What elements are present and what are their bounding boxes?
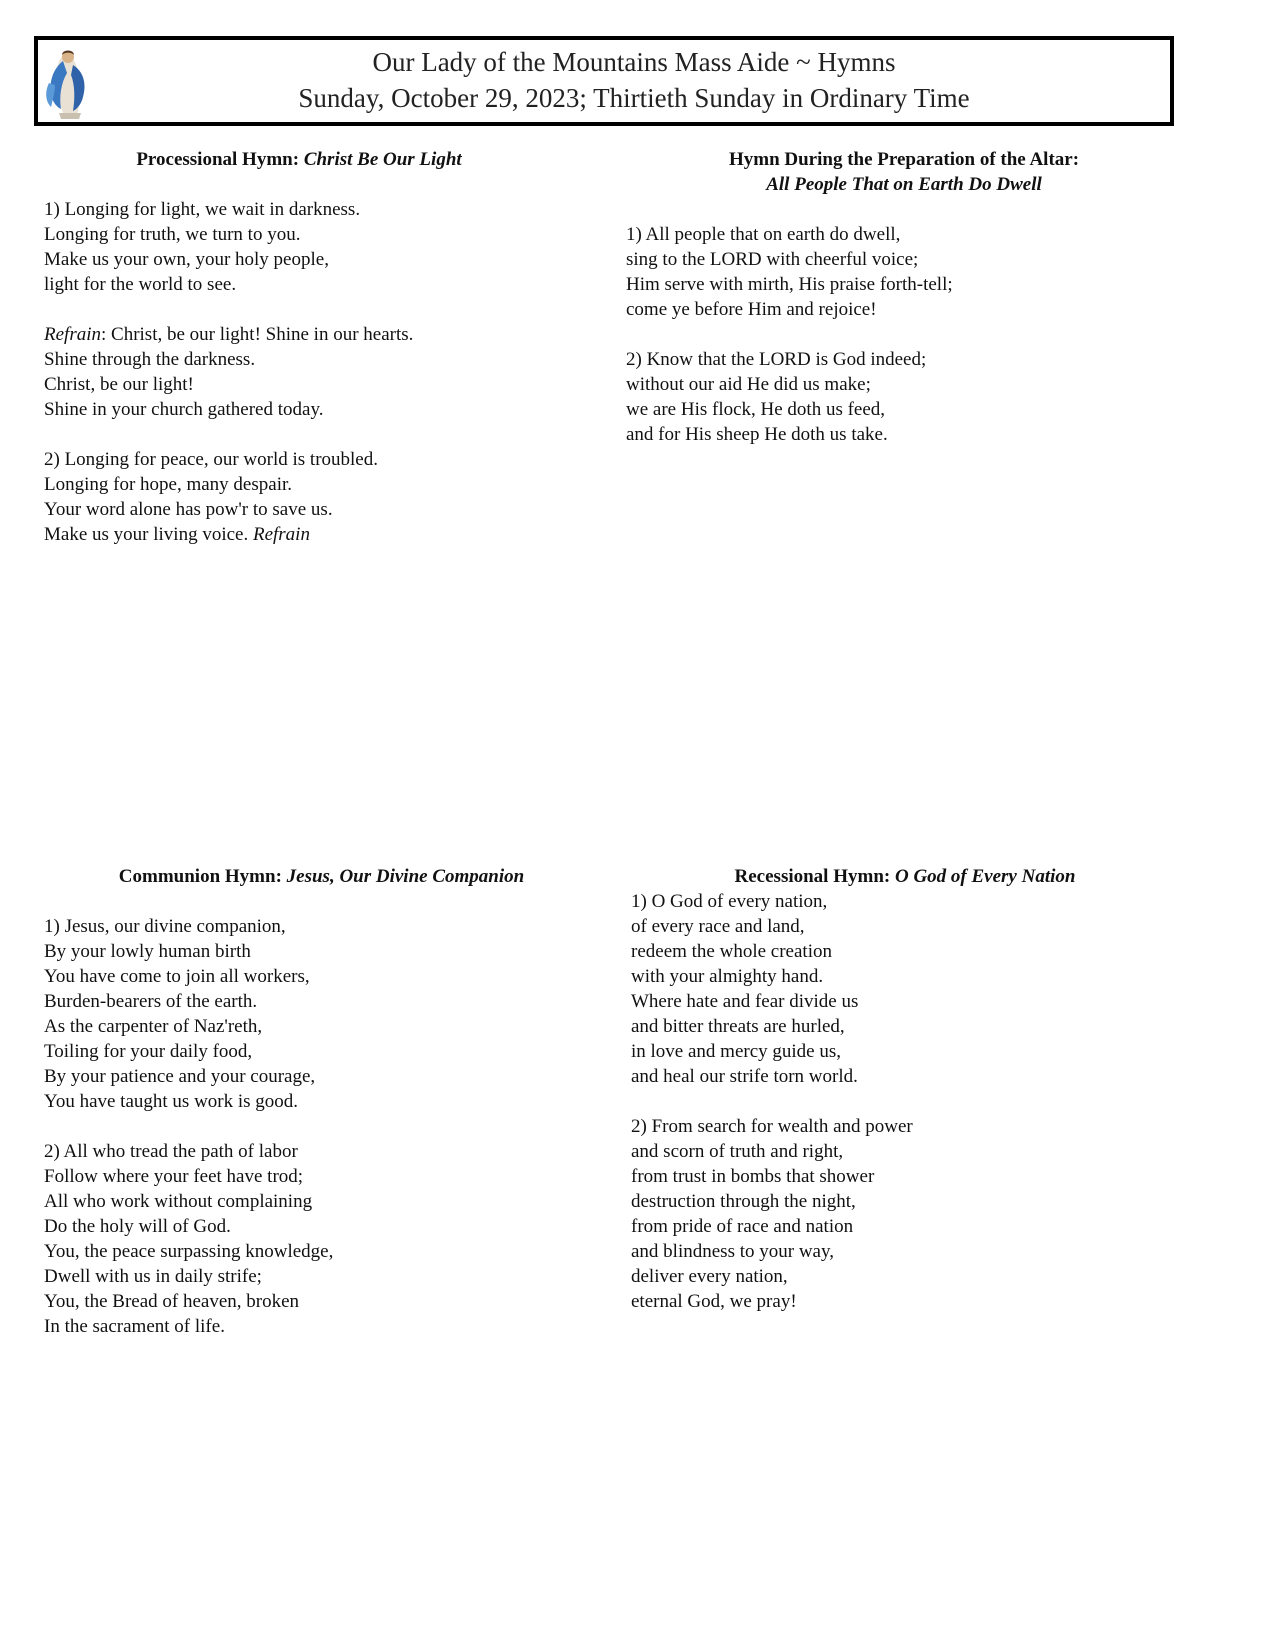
verse-line: we are His flock, He doth us feed, xyxy=(626,399,886,420)
verse-line: in love and mercy guide us, xyxy=(631,1041,842,1062)
verse-line: and heal our strife torn world. xyxy=(631,1066,858,1087)
verse-line xyxy=(44,522,564,547)
verse-line: destruction through the night, xyxy=(631,1191,856,1212)
verse-line: and blindness to your way, xyxy=(631,1241,834,1262)
header-box xyxy=(34,36,1174,126)
verse-line: Christ, be our light! xyxy=(44,374,194,395)
verse-2 xyxy=(631,1114,1191,1314)
hymn-heading xyxy=(0,147,598,172)
verse-line: Longing for truth, we turn to you. xyxy=(44,224,301,245)
verse-line: As the carpenter of Naz'reth, xyxy=(44,1016,263,1037)
verse-line: 1) Jesus, our divine companion, xyxy=(44,916,286,937)
verse-line: Dwell with us in daily strife; xyxy=(44,1266,262,1287)
verse-line: Do the holy will of God. xyxy=(44,1216,231,1237)
verse-line: come ye before Him and rejoice! xyxy=(626,299,877,320)
verse-1 xyxy=(44,914,604,1114)
hymn-label: Processional Hymn: xyxy=(136,149,300,170)
verse-line: 2) From search for wealth and power xyxy=(631,1116,913,1137)
hymn-name: All People That on Earth Do Dwell xyxy=(766,174,1042,195)
verse-line: 1) All people that on earth do dwell, xyxy=(626,224,901,245)
refrain-label: Refrain xyxy=(44,324,101,345)
verse-line: You, the peace surpassing knowledge, xyxy=(44,1241,334,1262)
hymn-name: Christ Be Our Light xyxy=(303,149,462,170)
verse-line: Where hate and fear divide us xyxy=(631,991,859,1012)
verse-2 xyxy=(44,447,564,547)
verse-line: light for the world to see. xyxy=(44,274,237,295)
verse-line: and for His sheep He doth us take. xyxy=(626,424,888,445)
verse-line: redeem the whole creation xyxy=(631,941,832,962)
verse-line: of every race and land, xyxy=(631,916,805,937)
verse-line: You, the Bread of heaven, broken xyxy=(44,1291,300,1312)
verse-line: Make us your own, your holy people, xyxy=(44,249,329,270)
processional-hymn xyxy=(44,147,564,547)
verse-line: By your patience and your courage, xyxy=(44,1066,316,1087)
header-title: Our Lady of the Mountains Mass Aide ~ Hymns xyxy=(372,47,896,77)
verse-line: and scorn of truth and right, xyxy=(631,1141,844,1162)
preparation-hymn xyxy=(626,147,1226,447)
verse-line: Toiling for your daily food, xyxy=(44,1041,253,1062)
verse-1 xyxy=(631,889,1191,1089)
verse-line: Him serve with mirth, His praise forth-tell; xyxy=(626,274,953,295)
verse-line: 2) All who tread the path of labor xyxy=(44,1141,298,1162)
verse-line: You have come to join all workers, xyxy=(44,966,310,987)
hymn-heading xyxy=(600,147,1208,197)
recessional-hymn xyxy=(631,864,1191,1314)
verse-1 xyxy=(626,222,1226,322)
verse-line: In the sacrament of life. xyxy=(44,1316,225,1337)
verse-2 xyxy=(44,1139,604,1339)
verse-line: Burden-bearers of the earth. xyxy=(44,991,258,1012)
verse-line: deliver every nation, xyxy=(631,1266,788,1287)
verse-line: Shine through the darkness. xyxy=(44,349,256,370)
verse-1 xyxy=(44,197,564,297)
virgin-mary-icon xyxy=(43,43,95,119)
verse-line: By your lowly human birth xyxy=(44,941,251,962)
verse-2 xyxy=(626,347,1226,447)
verse-line xyxy=(44,322,564,347)
verse-line: Shine in your church gathered today. xyxy=(44,399,324,420)
verse-line: 2) Longing for peace, our world is troubled. xyxy=(44,449,378,470)
verse-text: Make us your living voice. xyxy=(44,524,253,545)
verse-line: Follow where your feet have trod; xyxy=(44,1166,304,1187)
hymn-heading xyxy=(0,864,643,889)
verse-line: 2) Know that the LORD is God indeed; xyxy=(626,349,927,370)
verse-line: eternal God, we pray! xyxy=(631,1291,797,1312)
verse-line: Longing for hope, many despair. xyxy=(44,474,293,495)
verse-line: from pride of race and nation xyxy=(631,1216,854,1237)
verse-line: 1) Longing for light, we wait in darkness. xyxy=(44,199,361,220)
header-date: Sunday, October 29, 2023; Thirtieth Sunday in Ordinary Time xyxy=(298,83,970,113)
refrain xyxy=(44,322,564,422)
verse-line: All who work without complaining xyxy=(44,1191,313,1212)
hymn-heading xyxy=(600,864,1210,889)
hymn-label: Hymn During the Preparation of the Altar: xyxy=(728,149,1080,170)
hymn-name: Jesus, Our Divine Companion xyxy=(286,866,525,887)
verse-line: and bitter threats are hurled, xyxy=(631,1016,845,1037)
verse-line: Your word alone has pow'r to save us. xyxy=(44,499,333,520)
hymn-label: Communion Hymn: xyxy=(118,866,282,887)
verse-line: from trust in bombs that shower xyxy=(631,1166,875,1187)
verse-line: without our aid He did us make; xyxy=(626,374,871,395)
hymn-name: O God of Every Nation xyxy=(894,866,1076,887)
communion-hymn xyxy=(44,864,604,1339)
verse-line: You have taught us work is good. xyxy=(44,1091,299,1112)
refrain-cue: Refrain xyxy=(252,524,310,545)
refrain-text: : Christ, be our light! Shine in our hearts. xyxy=(101,324,414,345)
verse-line: sing to the LORD with cheerful voice; xyxy=(626,249,919,270)
verse-line: 1) O God of every nation, xyxy=(631,891,828,912)
verse-line: with your almighty hand. xyxy=(631,966,824,987)
hymn-label: Recessional Hymn: xyxy=(734,866,891,887)
